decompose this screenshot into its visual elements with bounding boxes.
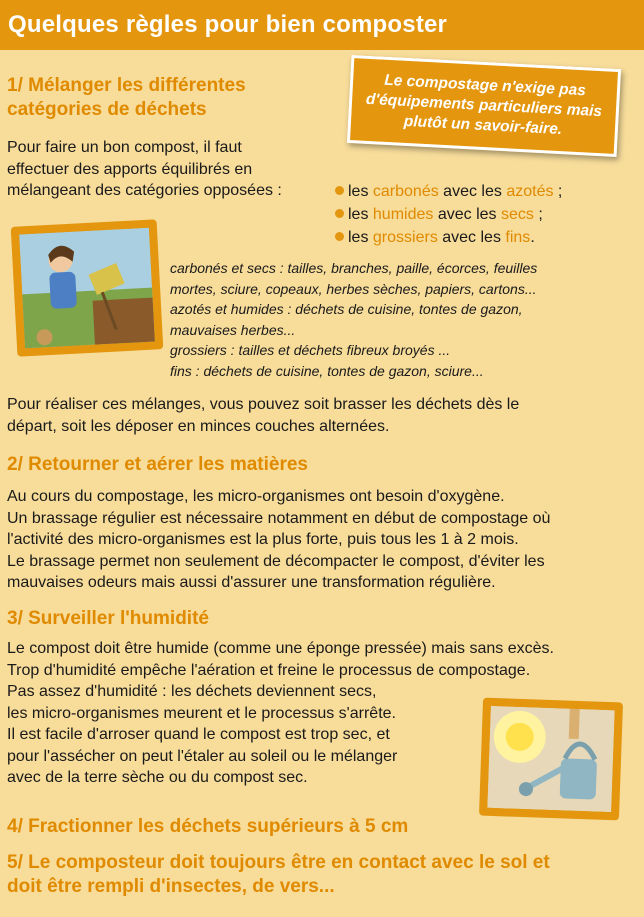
section3-heading: 3/ Surveiller l'humidité [7, 608, 209, 629]
category-line: fins : déchets de cuisine, tontes de gazon, sciure... [170, 362, 484, 379]
section1-intro [7, 137, 282, 202]
section5-heading-line2: doit être rempli d'insectes, de vers... [7, 876, 335, 897]
section2-body [7, 486, 550, 594]
callout-box [347, 55, 621, 157]
section1-heading-line1: 1/ Mélanger les différentes [7, 75, 246, 96]
title-banner [0, 0, 644, 50]
outro-line: Pour réaliser ces mélanges, vous pouvez soit brasser les déchets dès le [7, 396, 520, 413]
body-line: pour l'assécher on peut l'étaler au soleil ou le mélanger [7, 747, 398, 765]
bullet-dot-icon [335, 209, 344, 218]
outro-line: départ, soit les déposer en minces couches alternées. [7, 417, 390, 435]
section2-heading: 2/ Retourner et aérer les matières [7, 454, 308, 475]
section5-heading-line1: 5/ Le composteur doit toujours être en contact avec le sol et [7, 852, 550, 873]
section3-body [7, 638, 554, 789]
section1-outro [7, 394, 519, 437]
section4-heading: 4/ Fractionner les déchets supérieurs à 5 cm [7, 816, 409, 837]
body-line: Le brassage permet non seulement de décompacter le compost, d'éviter les [7, 552, 545, 570]
category-line: grossiers : tailles et déchets fibreux broyés ... [170, 342, 451, 358]
category-line: azotés et humides : déchets de cuisine, tontes de gazon, [170, 301, 523, 317]
section1-heading-line2: catégories de déchets [7, 99, 207, 120]
body-line: mauvaises odeurs mais aussi d'assurer une transformation régulière. [7, 574, 496, 591]
body-line: Au cours du compostage, les micro-organismes ont besoin d'oxygène. [7, 488, 505, 505]
categories-list [170, 258, 537, 381]
bullet-item: les carbonés avec les azotés ; [335, 180, 562, 203]
bullet-dot-icon [335, 232, 344, 241]
body-line: Le compost doit être humide (comme une éponge pressée) mais sans excès. [7, 640, 554, 657]
body-line: Il est facile d'arroser quand le compost est trop sec, et [7, 726, 390, 743]
category-line: carbonés et secs : tailles, branches, paille, écorces, feuilles [170, 260, 538, 276]
body-line: l'activité des micro-organismes est la plus forte, puis tous les 1 à 2 mois. [7, 531, 519, 548]
intro-line: effectuer des apports équilibrés en [7, 160, 253, 178]
page-title: Quelques règles pour bien composter [8, 11, 448, 38]
intro-line: mélangeant des catégories opposées : [7, 182, 282, 199]
section5-heading [7, 851, 550, 899]
intro-line: Pour faire un bon compost, il faut [7, 139, 242, 156]
category-line: mauvaises herbes... [170, 321, 296, 338]
bullet-item: les grossiers avec les fins. [335, 226, 562, 249]
body-line: avec de la terre sèche ou du compost sec. [7, 769, 308, 786]
body-line: Pas assez d'humidité : les déchets deviennent secs, [7, 683, 377, 700]
mix-bullet-list [335, 180, 562, 249]
bullet-dot-icon [335, 186, 344, 195]
bullet-item: les humides avec les secs ; [335, 203, 562, 226]
callout-text: Le compostage n'exige pas d'équipements particuliers mais plutôt un savoir-faire. [365, 71, 603, 139]
watering-can-illustration [479, 698, 623, 821]
category-line: mortes, sciure, copeaux, herbes sèches, papiers, cartons... [170, 280, 537, 297]
body-line: les micro-organismes meurent et le processus s'arrête. [7, 704, 396, 722]
gardener-illustration [11, 219, 164, 356]
body-line: Trop d'humidité empêche l'aération et freine le processus de compostage. [7, 661, 531, 679]
body-line: Un brassage régulier est nécessaire notamment en début de compostage où [7, 509, 551, 527]
section1-heading [7, 74, 246, 122]
